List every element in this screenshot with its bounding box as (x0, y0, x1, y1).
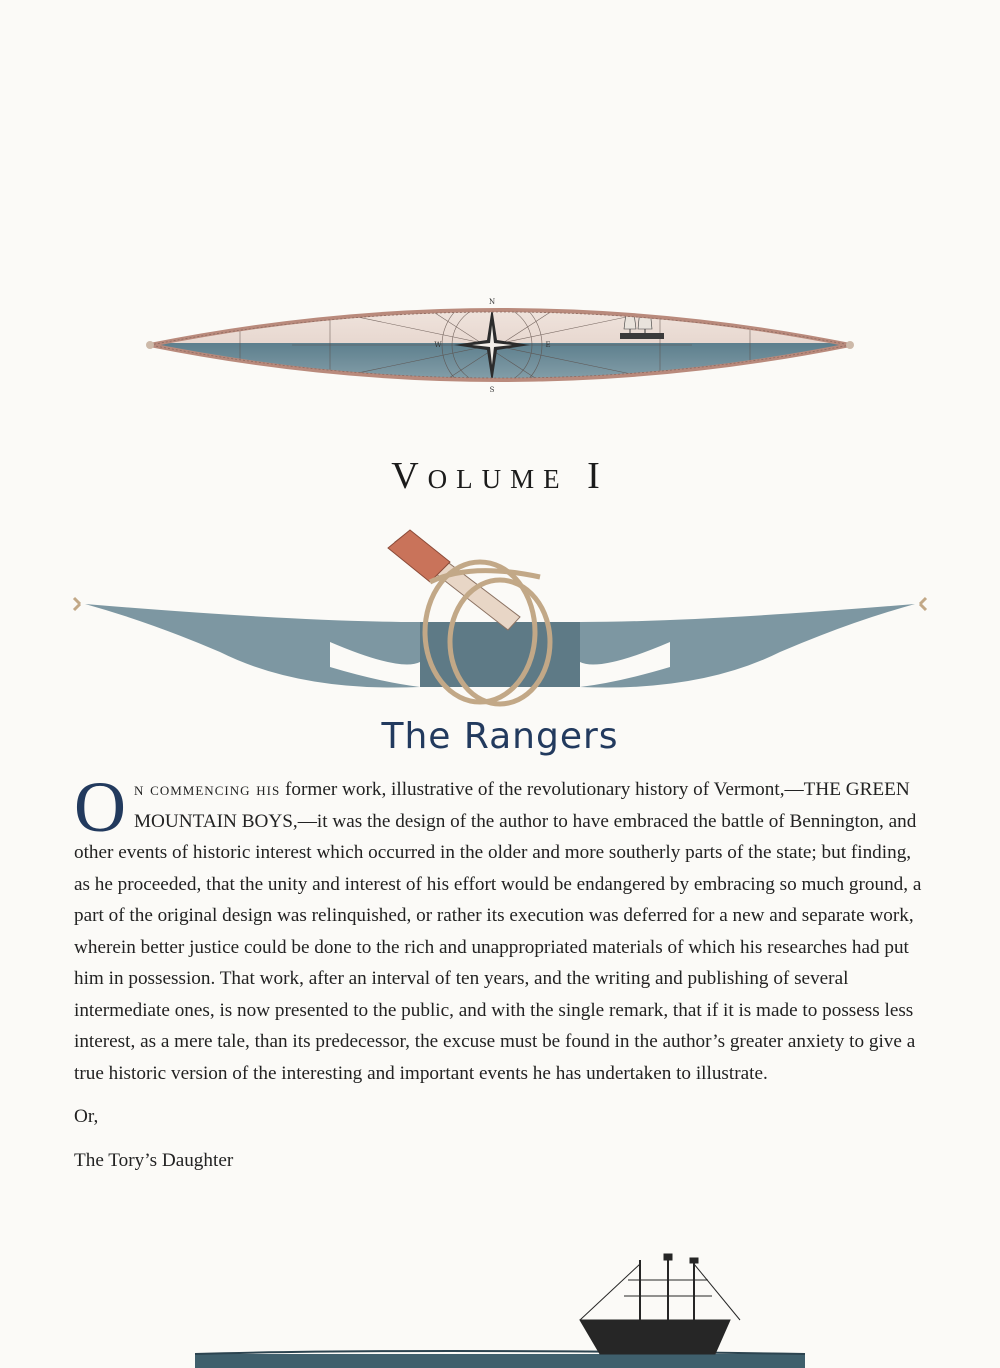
compass-east-letter: E (545, 341, 551, 349)
chapter-title: The Rangers (381, 716, 619, 757)
compass-south-letter: S (489, 386, 495, 394)
tall-ship-icon (580, 1254, 740, 1354)
lead-in-smallcaps: n commencing his (134, 779, 281, 800)
body-text (74, 767, 930, 1188)
banner-spyglass-rope-ornament (0, 522, 1000, 722)
compass-west-letter: W (434, 341, 442, 349)
drop-cap: O (74, 767, 126, 847)
alternate-title: The Tory’s Daughter (74, 1149, 234, 1171)
paragraph-text: former work, illustrative of the revolutionary history of Vermont,—THE GREEN MOUNTAIN BOYS,—it was the design of the author to have embraced the battle of Bennington, and other events of historic interest which occurred in the older and more southerly parts of the state; but finding, as he proceeded, that the unity and interest of his effort would be endangered by embracing so much ground, a part of the original design was relinquished, or rather its execution was deferred for a new and separate work, wherein better justice could be done to the rich and unappropriated materials of which his researches had put him in possession. That work, after an interval of ten years, and the writing and publishing of several intermediate ones, is now presented to the public, and with the single remark, that if it is made to possess less interest, as a mere tale, than its predecessor, the excuse must be found in the author’s greater anxiety to give a true historic version of the interesting and important events he has undertaken to illustrate. (74, 779, 922, 1084)
ship-at-sea-ornament (0, 1250, 1000, 1368)
volume-title: Volume I (391, 455, 609, 497)
compass-seascape-ornament (0, 285, 1000, 415)
compass-north-letter: N (488, 298, 496, 306)
opening-paragraph (74, 767, 930, 1089)
alternate-title-or: Or, (74, 1106, 99, 1127)
